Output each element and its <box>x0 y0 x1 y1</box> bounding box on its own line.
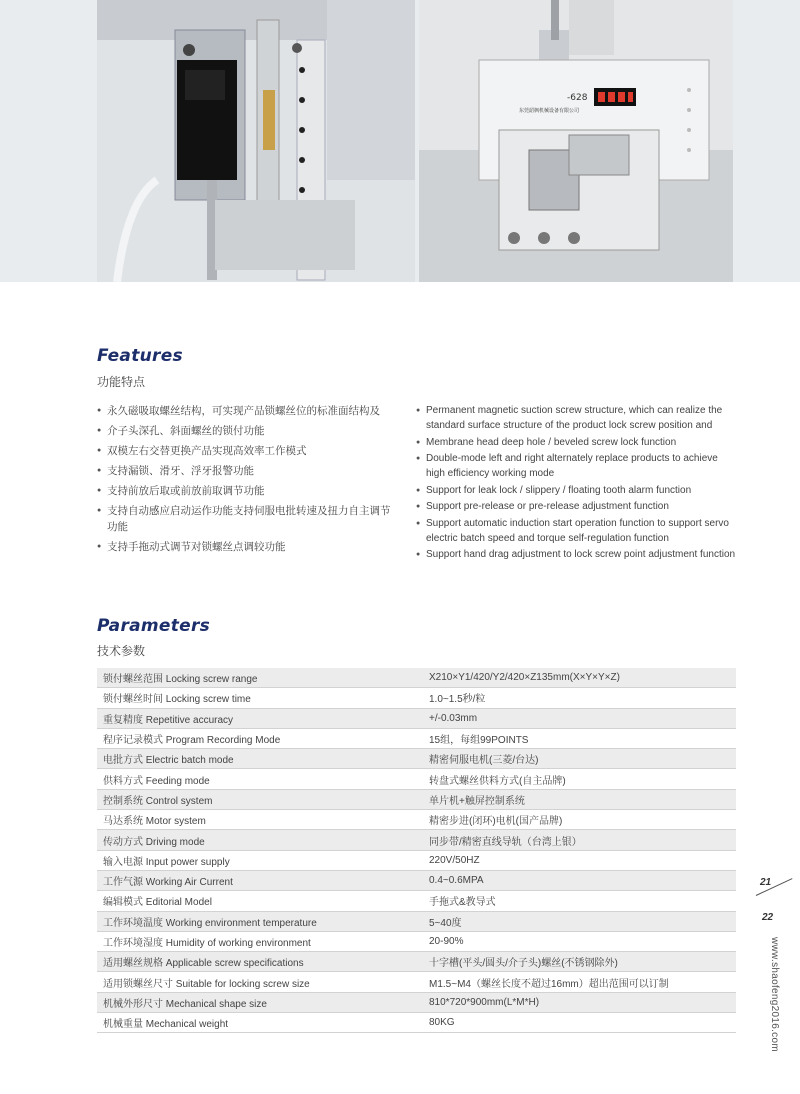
feature-cn-item: ● 介子头深孔、斜面螺丝的锁付功能 <box>97 423 397 439</box>
table-row <box>97 810 736 830</box>
param-label: 锁付螺丝时间 Locking screw time <box>97 688 409 708</box>
product-photos <box>0 0 800 282</box>
feature-cn-item: ● 支持自动感应启动运作功能支持伺服电批转速及扭力自主调节功能 <box>97 503 397 535</box>
table-row <box>97 870 736 890</box>
param-label: 工作环境湿度 Humidity of working environment <box>97 931 409 951</box>
feature-cn-item: ● 支持前放后取或前放前取调节功能 <box>97 483 397 499</box>
param-label: 适用锁螺丝尺寸 Suitable for locking screw size <box>97 972 409 992</box>
param-label: 编辑模式 Editorial Model <box>97 891 409 911</box>
param-label: 工作气源 Working Air Current <box>97 870 409 890</box>
feature-cn-item: ● 双模左右交替更换产品实现高效率工作模式 <box>97 443 397 459</box>
param-label: 机械重量 Mechanical weight <box>97 1013 409 1033</box>
param-value: 15组，每组99POINTS <box>409 728 736 748</box>
screw-feeder-photo <box>419 0 733 282</box>
param-label: 锁付螺丝范围 Locking screw range <box>97 668 409 688</box>
table-row <box>97 688 736 708</box>
table-row <box>97 708 736 728</box>
param-label: 供料方式 Feeding mode <box>97 769 409 789</box>
table-row <box>97 911 736 931</box>
table-row <box>97 728 736 748</box>
screw-driver-photo <box>97 0 415 282</box>
param-value: 十字槽(平头/圆头/介子头)螺丝(不锈钢除外) <box>409 952 736 972</box>
param-value: 单片机+触屏控制系统 <box>409 789 736 809</box>
param-label: 输入电源 Input power supply <box>97 850 409 870</box>
param-label: 重复精度 Repetitive accuracy <box>97 708 409 728</box>
table-row <box>97 850 736 870</box>
param-label: 程序记录模式 Program Recording Mode <box>97 728 409 748</box>
feature-en-item: ● Support automatic induction start operation function to support servo electric batch speed and torque self-regulation function <box>416 516 738 546</box>
param-value: +/-0.03mm <box>409 708 736 728</box>
table-row <box>97 830 736 850</box>
param-label: 传动方式 Driving mode <box>97 830 409 850</box>
param-label: 电批方式 Electric batch mode <box>97 749 409 769</box>
feature-en-item: ● Double-mode left and right alternately replace products to achieve high efficiency working mode <box>416 451 738 481</box>
param-value: 精密伺服电机(三菱/台达) <box>409 749 736 769</box>
feature-en-item: ● Support pre-release or pre-release adjustment function <box>416 499 738 514</box>
table-row <box>97 972 736 992</box>
table-row <box>97 931 736 951</box>
website-url: www.shaofeng2016.com <box>769 937 780 1052</box>
table-row <box>97 668 736 688</box>
param-value: 同步带/精密直线导轨（台湾上银） <box>409 830 736 850</box>
table-row <box>97 992 736 1012</box>
param-value: M1.5~M4（螺丝长度不超过16mm）超出范围可以订制 <box>409 972 736 992</box>
parameters-title: Parameters <box>97 616 211 636</box>
parameters-subtitle: 技术参数 <box>97 644 146 658</box>
feature-cn-item: ● 支持漏锁、滑牙、浮牙报警功能 <box>97 463 397 479</box>
param-value: 1.0~1.5秒/粒 <box>409 688 736 708</box>
param-value: 80KG <box>409 1013 736 1033</box>
param-value: 220V/50HZ <box>409 850 736 870</box>
param-label: 工作环境温度 Working environment temperature <box>97 911 409 931</box>
param-label: 马达系统 Motor system <box>97 810 409 830</box>
feature-cn-item: ● 支持手拖动式调节对锁螺丝点调较功能 <box>97 539 397 555</box>
param-value: 5~40度 <box>409 911 736 931</box>
param-value: X210×Y1/420/Y2/420×Z135mm(X×Y×Y×Z) <box>409 668 736 688</box>
feature-en-item: ● Membrane head deep hole / beveled screw lock function <box>416 435 738 450</box>
feature-en-item: ● Support for leak lock / slippery / floating tooth alarm function <box>416 483 738 498</box>
table-row <box>97 769 736 789</box>
features-list-cn <box>97 403 397 559</box>
table-row <box>97 749 736 769</box>
page-number-right: 22 <box>762 912 774 923</box>
table-row <box>97 789 736 809</box>
param-label: 控制系统 Control system <box>97 789 409 809</box>
feature-cn-item: ● 永久磁吸取螺丝结构，可实现产品锁螺丝位的标准面结构及 <box>97 403 397 419</box>
param-value: 20-90% <box>409 931 736 951</box>
param-value: 手拖式&教导式 <box>409 891 736 911</box>
param-value: 转盘式螺丝供料方式(自主品牌) <box>409 769 736 789</box>
page-number-left: 21 <box>760 877 772 888</box>
table-row <box>97 952 736 972</box>
features-list-en <box>416 403 738 564</box>
param-value: 0.4~0.6MPA <box>409 870 736 890</box>
feature-en-item: ● Support hand drag adjustment to lock screw point adjustment function <box>416 547 738 562</box>
features-title: Features <box>97 346 183 366</box>
param-label: 适用螺丝规格 Applicable screw specifications <box>97 952 409 972</box>
param-label: 机械外形尺寸 Mechanical shape size <box>97 992 409 1012</box>
parameters-table <box>97 668 736 1033</box>
features-subtitle: 功能特点 <box>97 375 146 389</box>
table-row <box>97 891 736 911</box>
feature-en-item: ● Permanent magnetic suction screw structure, which can realize the standard surface structure of the product lock screw position and <box>416 403 738 433</box>
param-value: 810*720*900mm(L*M*H) <box>409 992 736 1012</box>
param-value: 精密步进(闭环)电机(国产品牌) <box>409 810 736 830</box>
feeder-company-label: 东莞韶枫机械设备有限公司 <box>519 108 580 114</box>
table-row <box>97 1013 736 1033</box>
feeder-model-label: -628 <box>567 93 588 103</box>
